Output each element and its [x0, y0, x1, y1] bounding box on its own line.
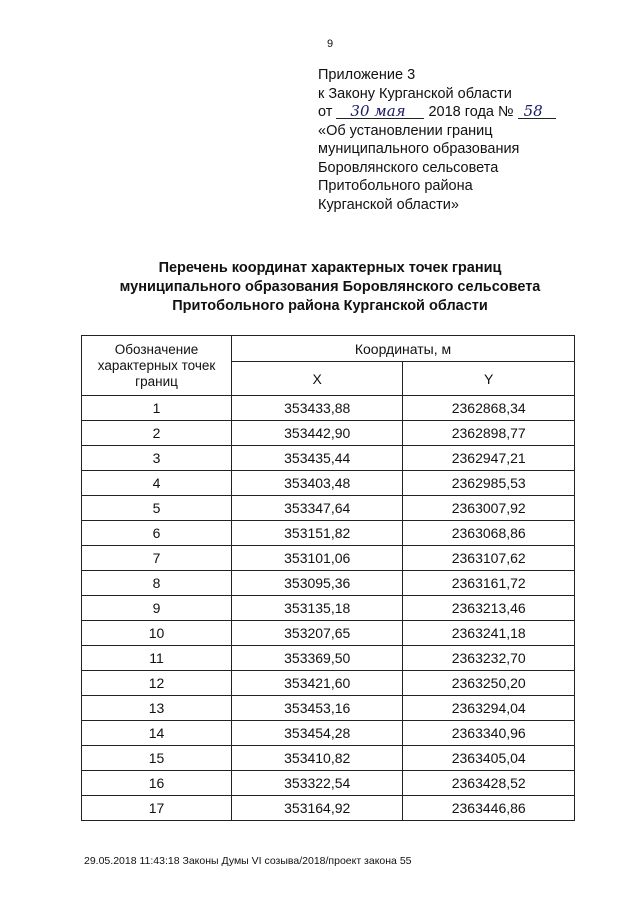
x-coordinate-cell: 353453,16 — [232, 696, 403, 721]
handwritten-law-number: 58 — [518, 104, 556, 119]
footer-stamp: 29.05.2018 11:43:18 Законы Думы VI созыва/2018/проект закона 55 — [84, 855, 412, 867]
header-x: X — [232, 362, 403, 396]
table-body — [82, 396, 575, 821]
table-row — [82, 746, 575, 771]
y-coordinate-cell: 2363446,86 — [403, 796, 575, 821]
x-coordinate-cell: 353347,64 — [232, 496, 403, 521]
x-coordinate-cell: 353322,54 — [232, 771, 403, 796]
appendix-line: муниципального образования — [318, 141, 520, 157]
appendix-line: «Об установлении границ — [318, 122, 493, 139]
point-number-cell: 16 — [82, 771, 232, 796]
point-number-cell: 4 — [82, 471, 232, 496]
appendix-date-line — [318, 103, 556, 122]
y-coordinate-cell: 2363294,04 — [403, 696, 575, 721]
y-coordinate-cell: 2363107,62 — [403, 546, 575, 571]
x-coordinate-cell: 353435,44 — [232, 446, 403, 471]
appendix-block — [318, 66, 556, 214]
table-row — [82, 496, 575, 521]
x-coordinate-cell: 353095,36 — [232, 571, 403, 596]
y-coordinate-cell: 2362868,34 — [403, 396, 575, 421]
table-row — [82, 471, 575, 496]
header-point-label: Обозначение характерных точек границ — [82, 336, 232, 396]
point-number-cell: 2 — [82, 421, 232, 446]
y-coordinate-cell: 2363428,52 — [403, 771, 575, 796]
table-row — [82, 571, 575, 596]
table-row — [82, 671, 575, 696]
table-row — [82, 521, 575, 546]
x-coordinate-cell: 353164,92 — [232, 796, 403, 821]
y-coordinate-cell: 2363241,18 — [403, 621, 575, 646]
y-coordinate-cell: 2363007,92 — [403, 496, 575, 521]
handwritten-date: 30 мая — [336, 104, 424, 119]
y-coordinate-cell: 2363232,70 — [403, 646, 575, 671]
point-number-cell: 3 — [82, 446, 232, 471]
x-coordinate-cell: 353454,28 — [232, 721, 403, 746]
point-number-cell: 15 — [82, 746, 232, 771]
table-row — [82, 721, 575, 746]
y-coordinate-cell: 2362898,77 — [403, 421, 575, 446]
document-title — [0, 259, 640, 316]
table-row — [82, 621, 575, 646]
point-number-cell: 14 — [82, 721, 232, 746]
point-number-cell: 7 — [82, 546, 232, 571]
point-number-cell: 1 — [82, 396, 232, 421]
table-row — [82, 771, 575, 796]
title-line: Притобольного района Курганской области — [172, 298, 488, 314]
y-coordinate-cell: 2362985,53 — [403, 471, 575, 496]
y-coordinate-cell: 2363405,04 — [403, 746, 575, 771]
x-coordinate-cell: 353403,48 — [232, 471, 403, 496]
table-row — [82, 696, 575, 721]
date-prefix: от — [318, 104, 333, 120]
appendix-line: Притобольного района — [318, 178, 473, 194]
point-number-cell: 10 — [82, 621, 232, 646]
point-number-cell: 8 — [82, 571, 232, 596]
y-coordinate-cell: 2362947,21 — [403, 446, 575, 471]
date-suffix: 2018 года № — [428, 104, 514, 120]
table-row — [82, 446, 575, 471]
y-coordinate-cell: 2363340,96 — [403, 721, 575, 746]
x-coordinate-cell: 353369,50 — [232, 646, 403, 671]
x-coordinate-cell: 353101,06 — [232, 546, 403, 571]
title-line: муниципального образования Боровлянского сельсовета — [119, 279, 541, 295]
x-coordinate-cell: 353421,60 — [232, 671, 403, 696]
x-coordinate-cell: 353151,82 — [232, 521, 403, 546]
header-coordinates: Координаты, м — [232, 336, 575, 362]
point-number-cell: 11 — [82, 646, 232, 671]
appendix-line: Курганской области» — [318, 196, 459, 213]
point-number-cell: 13 — [82, 696, 232, 721]
y-coordinate-cell: 2363161,72 — [403, 571, 575, 596]
y-coordinate-cell: 2363068,86 — [403, 521, 575, 546]
point-number-cell: 17 — [82, 796, 232, 821]
x-coordinate-cell: 353135,18 — [232, 596, 403, 621]
table-row — [82, 646, 575, 671]
appendix-line: к Закону Курганской области — [318, 85, 512, 102]
coordinates-table — [81, 335, 575, 821]
x-coordinate-cell: 353442,90 — [232, 421, 403, 446]
x-coordinate-cell: 353207,65 — [232, 621, 403, 646]
point-number-cell: 12 — [82, 671, 232, 696]
point-number-cell: 5 — [82, 496, 232, 521]
table-row — [82, 796, 575, 821]
table-row — [82, 421, 575, 446]
y-coordinate-cell: 2363250,20 — [403, 671, 575, 696]
appendix-line: Приложение 3 — [318, 67, 416, 83]
page-number: 9 — [326, 38, 334, 50]
point-number-cell: 6 — [82, 521, 232, 546]
table-row — [82, 596, 575, 621]
x-coordinate-cell: 353433,88 — [232, 396, 403, 421]
header-y: Y — [403, 362, 575, 396]
appendix-line: Боровлянского сельсовета — [318, 159, 499, 176]
point-number-cell: 9 — [82, 596, 232, 621]
table-row — [82, 396, 575, 421]
y-coordinate-cell: 2363213,46 — [403, 596, 575, 621]
x-coordinate-cell: 353410,82 — [232, 746, 403, 771]
table-row — [82, 546, 575, 571]
title-line: Перечень координат характерных точек границ — [158, 260, 502, 276]
